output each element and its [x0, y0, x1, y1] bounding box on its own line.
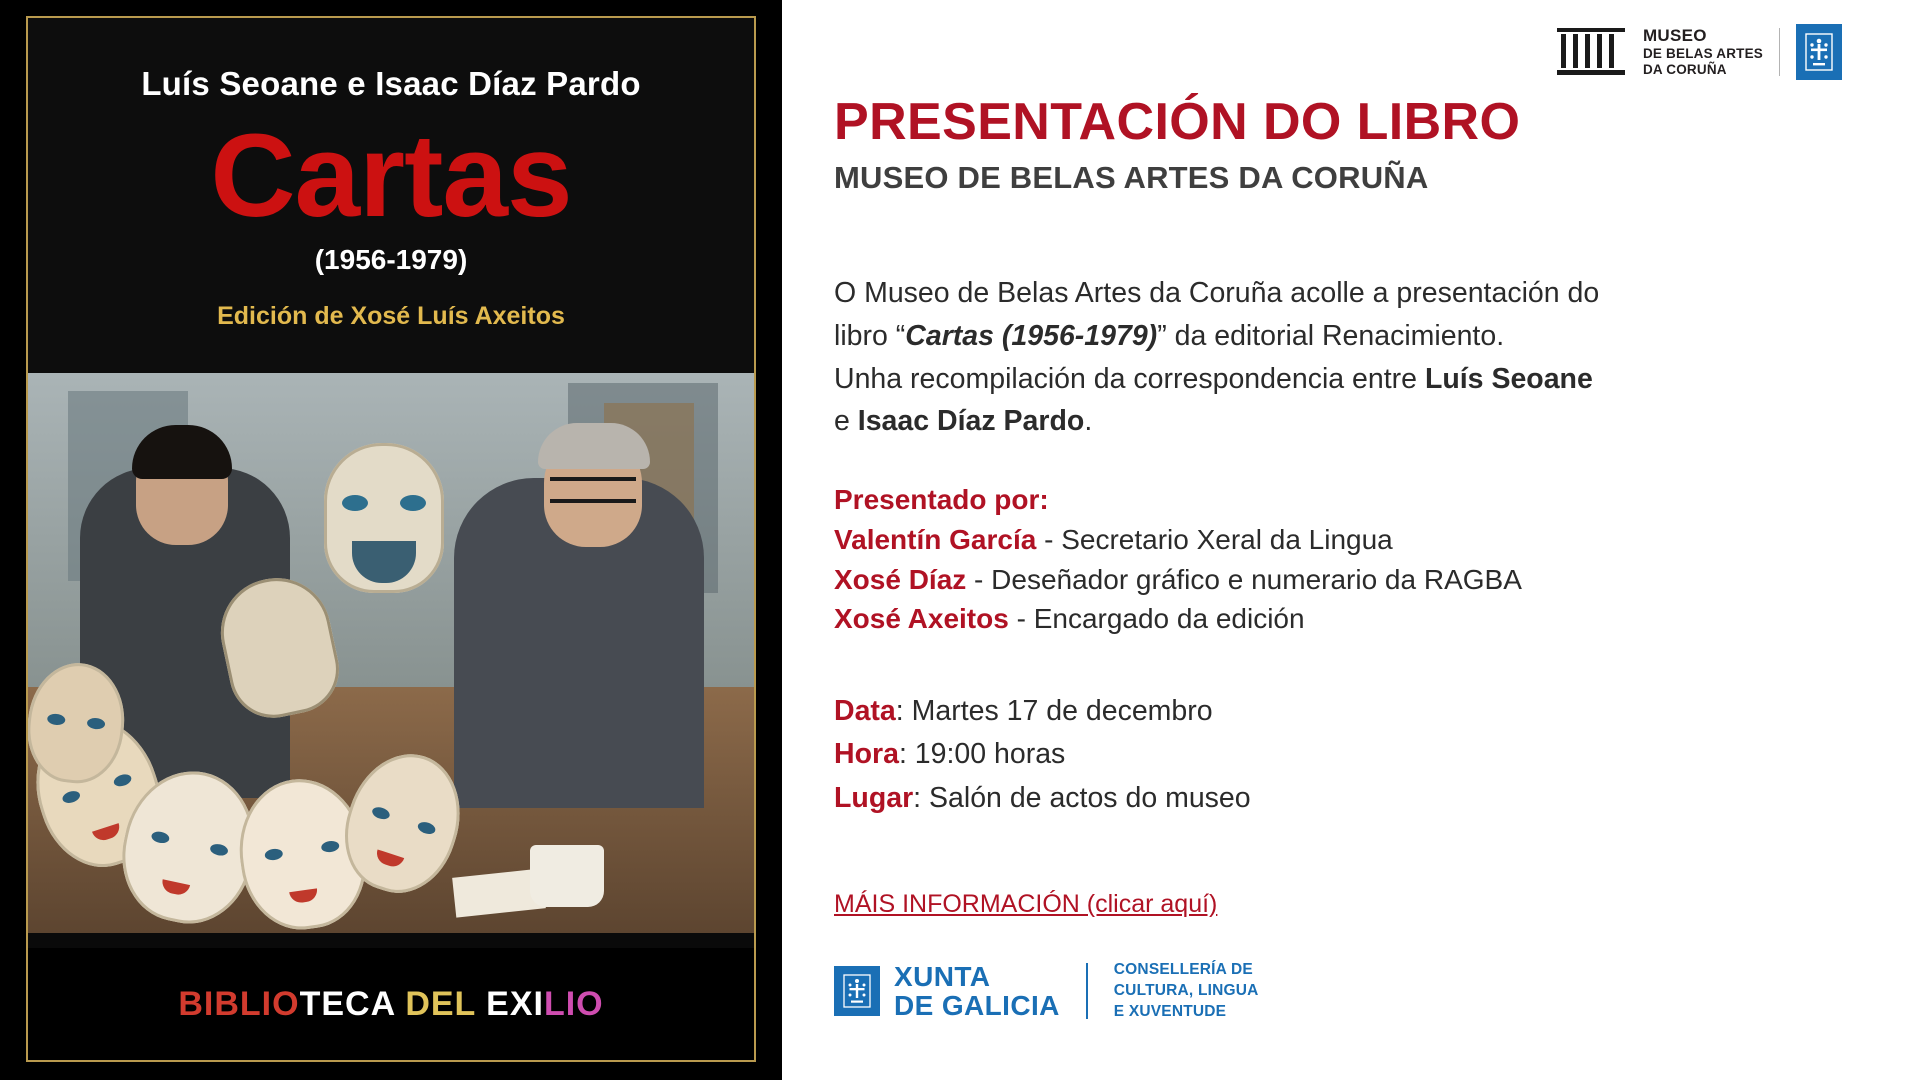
xunta-shield-icon — [1796, 24, 1842, 80]
photo-mask-lips — [373, 849, 403, 869]
collection-part-2: TECA — [299, 984, 395, 1023]
description-text-4b: . — [1084, 405, 1093, 438]
photo-mask-eye — [416, 820, 437, 836]
conselleria-line-1: CONSELLERÍA DE — [1113, 961, 1253, 978]
detail-row-date — [834, 690, 1251, 733]
xunta-shield-glyph — [842, 973, 872, 1009]
description-line-1 — [834, 272, 1854, 315]
description-text-4: e — [834, 405, 858, 438]
description-text-1: O Museo de Belas Artes da Coruña acolle a presentación do — [834, 277, 1600, 309]
presenter-row — [834, 560, 1884, 600]
museum-logo-line2: DE BELAS ARTES — [1642, 46, 1763, 62]
photo-person-right-hair — [538, 423, 650, 469]
photo-person-right-glasses — [550, 477, 636, 503]
book-authors: Luís Seoane e Isaac Díaz Pardo — [141, 65, 641, 102]
description-text-3: Unha recompilación da correspondencia entre — [834, 362, 1425, 395]
description-line-4 — [834, 400, 1854, 443]
museum-logo-line1: MUSEO — [1642, 26, 1707, 46]
photo-mask-eye — [47, 713, 66, 726]
photo-mask-lips — [92, 823, 122, 843]
event-details — [834, 690, 1251, 820]
book-cover-image — [0, 0, 782, 1080]
photo-mask-eye-right — [400, 495, 426, 511]
xunta-shield-glyph — [1804, 32, 1834, 72]
detail-value-place: : Salón de actos do museo — [913, 781, 1251, 814]
book-title-italic: Cartas (1956-1979) — [905, 319, 1158, 352]
event-description — [834, 272, 1854, 443]
collection-part-3: DEL — [394, 984, 487, 1023]
museum-logo-line3: DA CORUÑA — [1642, 62, 1727, 78]
museum-logo-text — [1643, 26, 1763, 78]
photo-mask-eye — [321, 840, 340, 853]
presenter-role: - Deseñador gráfico e numerario da RAGBA — [966, 563, 1522, 595]
photo-mask-lips — [289, 888, 318, 904]
book-cover-photograph — [28, 373, 754, 933]
description-text-2a: libro “ — [834, 319, 906, 352]
conselleria-text — [1114, 960, 1259, 1023]
page-title: PRESENTACIÓN DO LIBRO — [834, 93, 1521, 151]
detail-value-time: : 19:00 horas — [898, 738, 1066, 771]
poster-content — [782, 0, 1920, 1080]
collection-part-5: LIO — [543, 984, 604, 1023]
photo-mask-eye — [150, 830, 170, 845]
book-years: (1956-1979) — [314, 244, 468, 276]
photo-mask-center — [324, 443, 444, 593]
photo-mask-eye — [112, 772, 133, 788]
presenters-label-text: Presentado por: — [834, 484, 1049, 515]
photo-mask-eye — [61, 789, 82, 805]
photo-mask-lips — [160, 879, 190, 897]
photo-mask-beard — [352, 541, 416, 583]
description-line-3 — [834, 358, 1854, 401]
presenter-name: Xosé Axeitos — [834, 603, 1009, 635]
photo-mask-eye — [86, 717, 105, 730]
photo-cup — [530, 845, 604, 907]
description-line-2 — [834, 315, 1854, 358]
logo-divider — [1779, 28, 1780, 76]
book-cover-top — [28, 18, 754, 373]
presenter-role: - Secretario Xeral da Lingua — [1036, 523, 1393, 555]
photo-mask-pile — [28, 723, 754, 933]
page-subtitle: MUSEO DE BELAS ARTES DA CORUÑA — [834, 160, 1429, 195]
xunta-word-2: DE GALICIA — [894, 990, 1060, 1022]
museum-columns-icon — [1555, 26, 1627, 78]
book-cover-frame — [26, 16, 756, 1062]
book-cover-footer — [28, 948, 754, 1060]
presenter-role: - Encargado da edición — [1008, 603, 1305, 635]
xunta-de-galicia-logo[interactable] — [834, 960, 1259, 1023]
book-editor-line: Edición de Xosé Luís Axeitos — [217, 302, 565, 331]
more-info-link[interactable]: MÁIS INFORMACIÓN (clicar aquí) — [834, 890, 1218, 918]
presenter-row — [834, 520, 1884, 560]
detail-value-date: : Martes 17 de decembro — [895, 695, 1213, 727]
book-collection-label — [178, 985, 603, 1024]
presenter-name: Xosé Díaz — [834, 563, 967, 595]
detail-label-time: Hora — [834, 738, 899, 771]
xunta-logo-divider — [1086, 963, 1088, 1019]
photo-mask-eye — [371, 805, 392, 821]
photo-mask-eye-left — [342, 495, 368, 511]
author-name-1: Luís Seoane — [1424, 362, 1593, 395]
museum-logo[interactable] — [1555, 24, 1842, 80]
book-title: Cartas — [210, 110, 572, 243]
photo-mask-eye — [209, 842, 229, 857]
collection-part-4: EXI — [486, 984, 544, 1023]
presenters-block — [834, 480, 1884, 639]
conselleria-line-2: CULTURA, LINGUA — [1113, 981, 1259, 999]
xunta-wordmark — [894, 962, 1060, 1021]
conselleria-line-3: E XUVENTUDE — [1113, 1002, 1227, 1020]
xunta-shield-icon — [834, 966, 880, 1016]
detail-label-place: Lugar — [834, 781, 914, 814]
detail-row-place — [834, 777, 1251, 820]
presenters-label — [834, 480, 1884, 520]
presenter-row — [834, 599, 1884, 639]
detail-label-date: Data — [834, 695, 896, 727]
xunta-word-1: XUNTA — [894, 960, 991, 992]
description-text-2b: ” da editorial Renacimiento. — [1157, 319, 1505, 352]
detail-row-time — [834, 733, 1251, 776]
collection-part-1: BIBLIO — [178, 984, 300, 1023]
author-name-2: Isaac Díaz Pardo — [857, 405, 1085, 438]
photo-mask-eye — [264, 848, 283, 861]
presenter-name: Valentín García — [834, 523, 1037, 555]
